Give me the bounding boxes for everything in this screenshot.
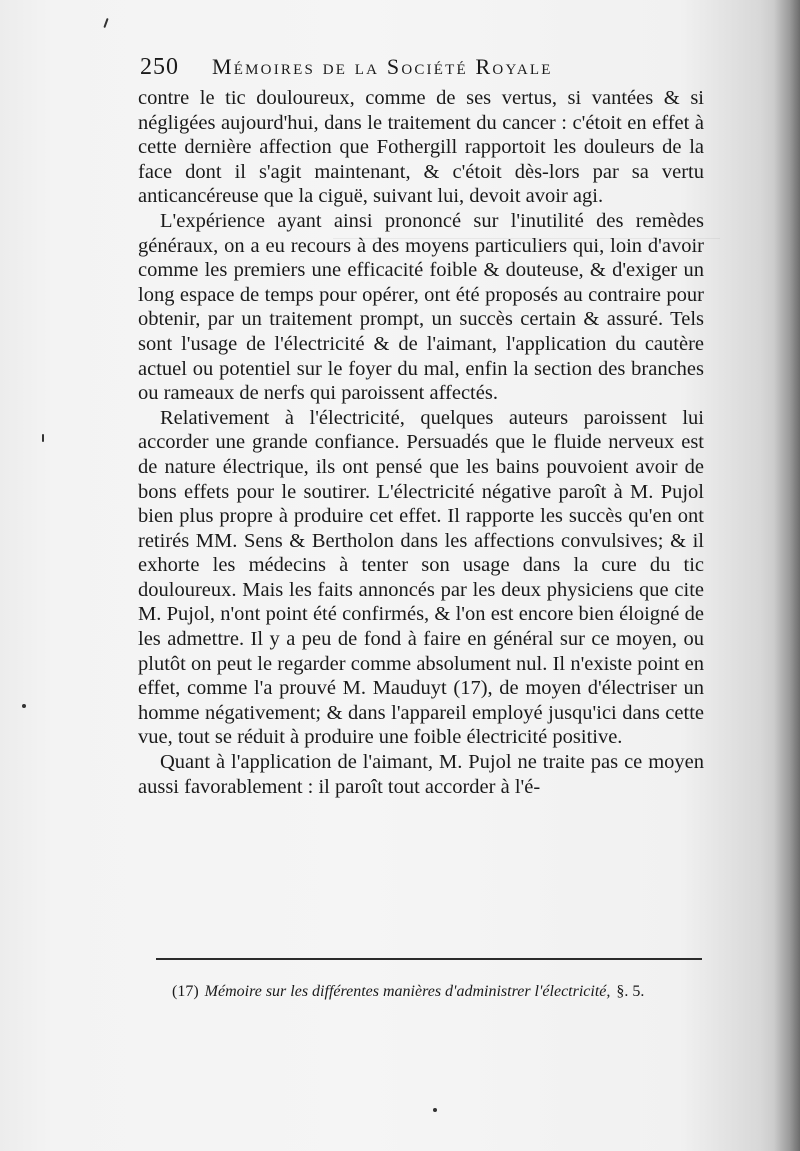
paper-speck [103,18,108,28]
footnote-title: Mémoire sur les différentes manières d'administrer l'électricité, [204,983,611,1000]
footnote-rule [156,958,702,960]
paragraph: L'expérience ayant ainsi prononcé sur l'inutilité des remèdes généraux, on a eu recours à des moyens particuliers qui, loin d'avoir comme les premiers une efficacité foible & douteuse, & d'exiger un long espace de temps pour opérer, ont été proposés au contraire pour obtenir, par un traitement prompt, un succès certain & assuré. Tels sont l'usage de l'électricité & de l'aimant, l'application du cautère actuel ou potentiel sur le foyer du mal, enfin la section des branches ou rameaux de nerfs qui paroissent affectés. [138,209,704,405]
paper-speck [22,704,26,708]
paragraph: Relativement à l'électricité, quelques auteurs paroissent lui accorder une grande confiance. Persuadés que le fluide nerveux est de nature électrique, ils ont pensé que les bains pouvoient avoir de bons effets pour le soutirer. L'électricité négative paroît à M. Pujol bien plus propre à produire cet effet. Il rapporte les succès qu'en ont retirés MM. Sens & Bertholon dans les affections convulsives; & il exhorte les médecins à tenter son usage dans la cure du tic douloureux. Mais les faits annoncés par les deux physiciens que cite M. Pujol, n'ont point été confirmés, & l'on est encore bien éloigné de les admettre. Il y a peu de fond à faire en général sur ce moyen, ou plutôt on peut le regarder comme absolument nul. Il n'existe point en effet, comme l'a prouvé M. Mauduyt (17), de moyen d'électriser un homme négativement; & dans l'appareil employé jusqu'ici dans cette vue, tout se réduit à produire une foible électricité positive. [138,406,704,749]
footnote-number: (17) [172,983,199,1000]
body-text [138,86,704,799]
paragraph: contre le tic douloureux, comme de ses vertus, si vantées & si négligées aujourd'hui, dans le traitement du cancer : c'étoit en effet à cette dernière affection que Fothergill rapportoit les douleurs de la face dont il s'agit maintenant, & c'étoit dès-lors par sa vertu anticancéreuse que la ciguë, suivant lui, devoit avoir agi. [138,87,704,208]
paper-speck [42,434,44,442]
footnote-reference: §. 5. [616,983,645,1000]
running-title: Mémoires de la Société Royale [212,54,553,79]
running-header [140,52,660,86]
page-number: 250 [140,54,179,80]
footnote [172,983,712,1001]
paragraph: Quant à l'application de l'aimant, M. Pujol ne traite pas ce moyen aussi favorablement : il paroît tout accorder à l'é- [138,751,704,798]
paper-speck [433,1108,437,1112]
gutter-shadow [774,0,800,1151]
